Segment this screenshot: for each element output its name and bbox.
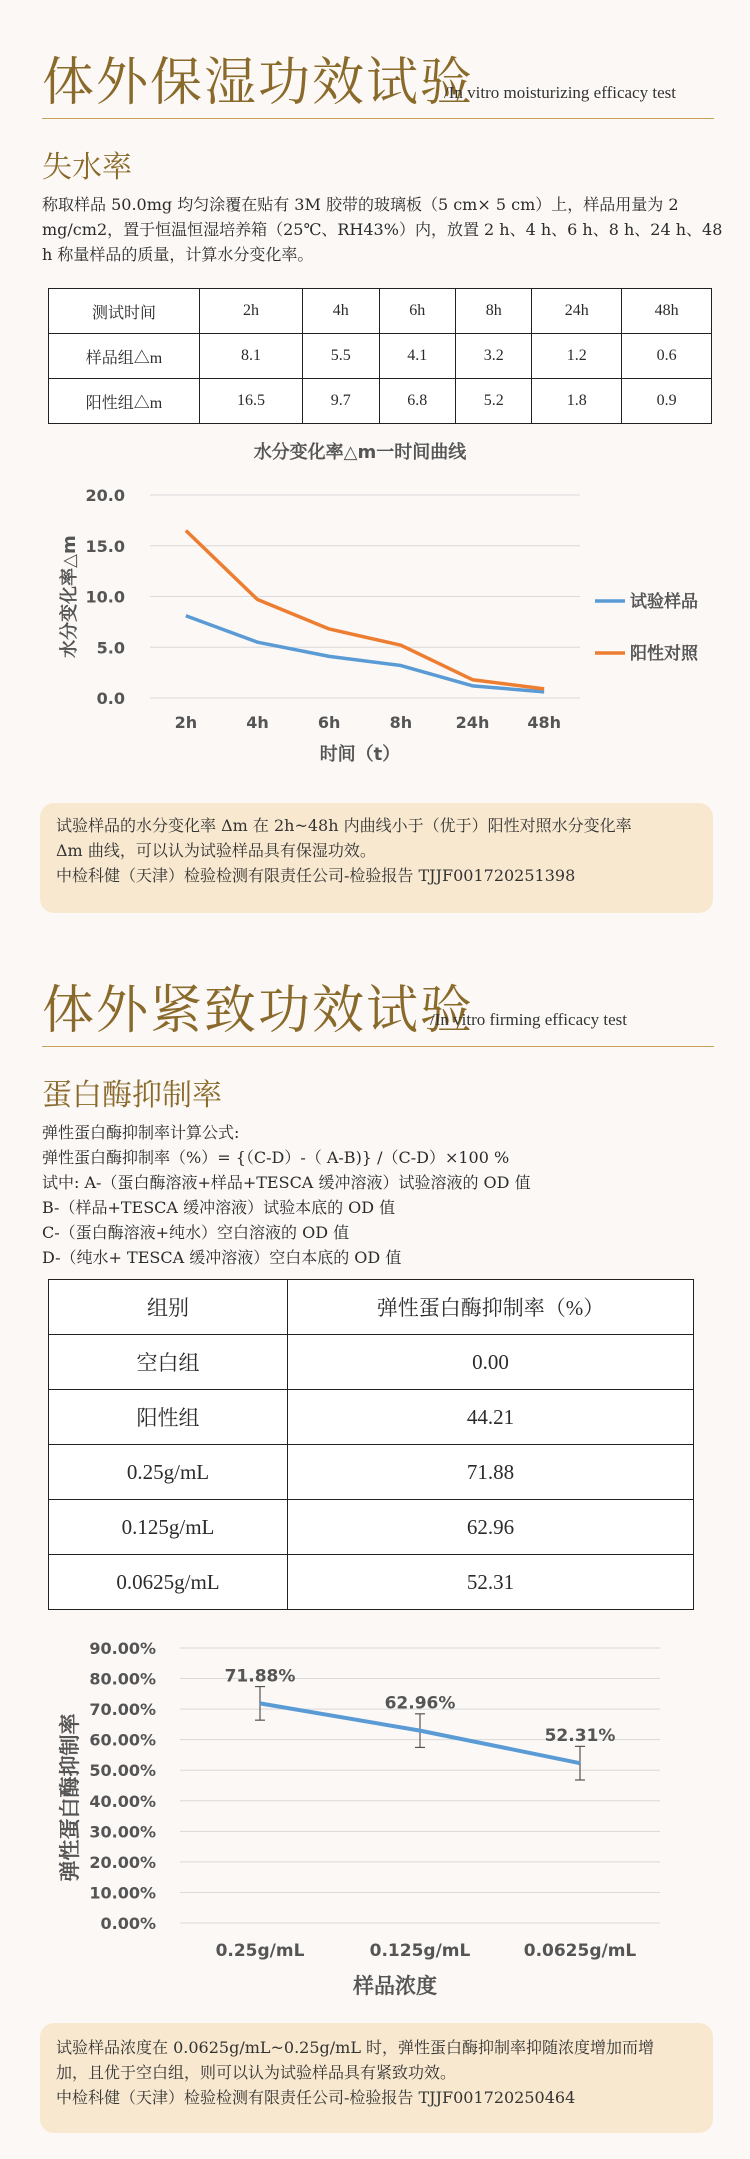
section2-subtitle: 蛋白酶抑制率 [42,1078,222,1113]
x-tick-label: 6h [317,713,341,732]
table-cell: 44.21 [288,1390,694,1445]
table-cell: 6.8 [379,379,455,424]
table-header-cell: 2h [200,289,303,334]
y-tick-label: 10.0 [85,587,125,607]
chart-title: 水分变化率△m一时间曲线 [253,442,467,463]
table-cell: 5.5 [303,334,379,379]
conclusion-line: 试验样品浓度在 0.0625g/mL~0.25g/mL 时，弹性蛋白酶抑制率抑随浓度增加而增 [56,2038,655,2057]
table-row [49,334,712,379]
section1-divider [42,118,714,119]
table-row [49,379,712,424]
table-header-row [49,1280,694,1335]
x-axis-label: 时间（t） [319,744,401,765]
table-cell: 0.6 [622,334,712,379]
x-tick-label: 8h [389,713,413,732]
table-row [49,1500,694,1555]
y-tick-label: 40.00% [89,1791,156,1811]
table-cell: 样品组△m [49,334,200,379]
table-cell: 1.8 [532,379,622,424]
table-cell: 阳性组 [49,1390,288,1445]
water-loss-table [48,288,712,424]
section2-conclusion [40,2023,713,2133]
y-tick-label: 70.00% [89,1700,156,1720]
y-axis-label: 弹性蛋白酶抑制率 [58,1713,82,1882]
table-header-cell: 48h [622,289,712,334]
y-tick-label: 60.00% [89,1730,156,1750]
table-cell: 0.125g/mL [49,1500,288,1555]
moisture-line-chart [0,430,750,775]
y-tick-label: 20.00% [89,1852,156,1872]
desc-line: 弹性蛋白酶抑制率计算公式: [42,1123,240,1142]
table-cell: 3.2 [455,334,531,379]
y-tick-label: 0.0 [96,689,125,708]
desc-line: C-（蛋白酶溶液+纯水）空白溶液的 OD 值 [42,1223,350,1242]
desc-line: 称取样品 50.0mg 均匀涂覆在贴有 3M 胶带的玻璃板（5 cm× 5 cm）上，样品用量为 2 [42,195,679,214]
y-axis-label: 水分变化率△m [59,535,80,658]
report-number: 中检科健（天津）检验检测有限责任公司-检验报告 TJJF001720250464 [56,2088,576,2107]
elastase-table [48,1279,694,1610]
data-label: 71.88% [224,1666,296,1687]
table-cell: 0.0625g/mL [49,1555,288,1610]
y-tick-label: 0.00% [100,1914,156,1933]
section1-description [42,192,723,267]
desc-line: mg/cm2，置于恒温恒湿培养箱（25℃、RH43%）内，放置 2 h、4 h、6 h、8 h、24 h、48 [42,220,723,239]
table-cell: 4.1 [379,334,455,379]
y-tick-label: 50.00% [89,1761,156,1781]
table-header-cell: 24h [532,289,622,334]
table-cell: 1.2 [532,334,622,379]
table-cell: 空白组 [49,1335,288,1390]
y-tick-label: 15.0 [85,536,125,556]
table-row [49,1555,694,1610]
table-header-cell: 8h [455,289,531,334]
table-header-cell: 组别 [49,1280,288,1335]
y-tick-label: 5.0 [96,638,125,658]
legend-label: 试验样品 [630,592,698,612]
conclusion-line: 试验样品的水分变化率 Δm 在 2h~48h 内曲线小于（优于）阳性对照水分变化率 [56,816,632,835]
y-tick-label: 30.00% [89,1822,156,1842]
legend-label: 阳性对照 [630,644,698,664]
table-row [49,1390,694,1445]
table-cell: 0.9 [622,379,712,424]
y-tick-label: 80.00% [89,1669,156,1689]
x-tick-label: 4h [246,713,269,732]
desc-line: 试中: A-（蛋白酶溶液+样品+TESCA 缓冲溶液）试验溶液的 OD 值 [42,1173,531,1192]
section2-divider [42,1046,714,1047]
section1-title: 体外保湿功效试验 [42,53,475,113]
conclusion-line: Δm 曲线，可以认为试验样品具有保湿功效。 [56,841,376,860]
table-cell: 9.7 [303,379,379,424]
data-label: 52.31% [544,1726,616,1747]
table-cell: 5.2 [455,379,531,424]
table-cell: 52.31 [288,1555,694,1610]
table-cell: 16.5 [200,379,303,424]
y-tick-label: 90.00% [89,1639,156,1658]
y-tick-label: 10.00% [89,1883,156,1903]
x-tick-label: 48h [527,713,561,732]
x-axis-label: 样品浓度 [353,1974,437,1998]
elastase-inhibition-chart [0,1620,750,2015]
table-row [49,1335,694,1390]
section1-subtitle: 失水率 [42,150,132,185]
table-cell: 8.1 [200,334,303,379]
section1-title-en: /In vitro moisturizing efficacy test [444,83,676,102]
table-header-cell: 测试时间 [49,289,200,334]
x-tick-label: 0.0625g/mL [523,1941,637,1961]
table-header-cell: 4h [303,289,379,334]
table-cell: 0.00 [288,1335,694,1390]
x-tick-label: 2h [174,713,198,732]
table-cell: 71.88 [288,1445,694,1500]
desc-line: D-（纯水+ TESCA 缓冲溶液）空白本底的 OD 值 [42,1248,402,1267]
desc-line: 弹性蛋白酶抑制率（%）= {（C-D）-（ A-B)} /（C-D）×100 % [42,1148,510,1167]
table-cell: 0.25g/mL [49,1445,288,1500]
section2-title: 体外紧致功效试验 [42,981,475,1041]
table-header-cell: 6h [379,289,455,334]
table-row [49,1445,694,1500]
data-label: 62.96% [384,1693,456,1714]
table-header-cell: 弹性蛋白酶抑制率（%） [288,1280,694,1335]
y-tick-label: 20.0 [85,486,125,505]
desc-line: B-（样品+TESCA 缓冲溶液）试验本底的 OD 值 [42,1198,396,1217]
section2-description [42,1120,712,1270]
series-line [186,531,544,689]
table-cell: 阳性组△m [49,379,200,424]
report-number: 中检科健（天津）检验检测有限责任公司-检验报告 TJJF001720251398 [56,866,576,885]
table-header-row [49,289,712,334]
conclusion-line: 加，且优于空白组，则可以认为试验样品具有紧致功效。 [56,2063,457,2082]
section1-conclusion [40,803,713,913]
x-tick-label: 24h [455,713,490,732]
desc-line: h 称量样品的质量，计算水分变化率。 [42,245,314,264]
x-tick-label: 0.125g/mL [369,1941,471,1961]
table-cell: 62.96 [288,1500,694,1555]
section2-title-en: /In vitro firming efficacy test [430,1010,628,1029]
x-tick-label: 0.25g/mL [215,1941,305,1961]
